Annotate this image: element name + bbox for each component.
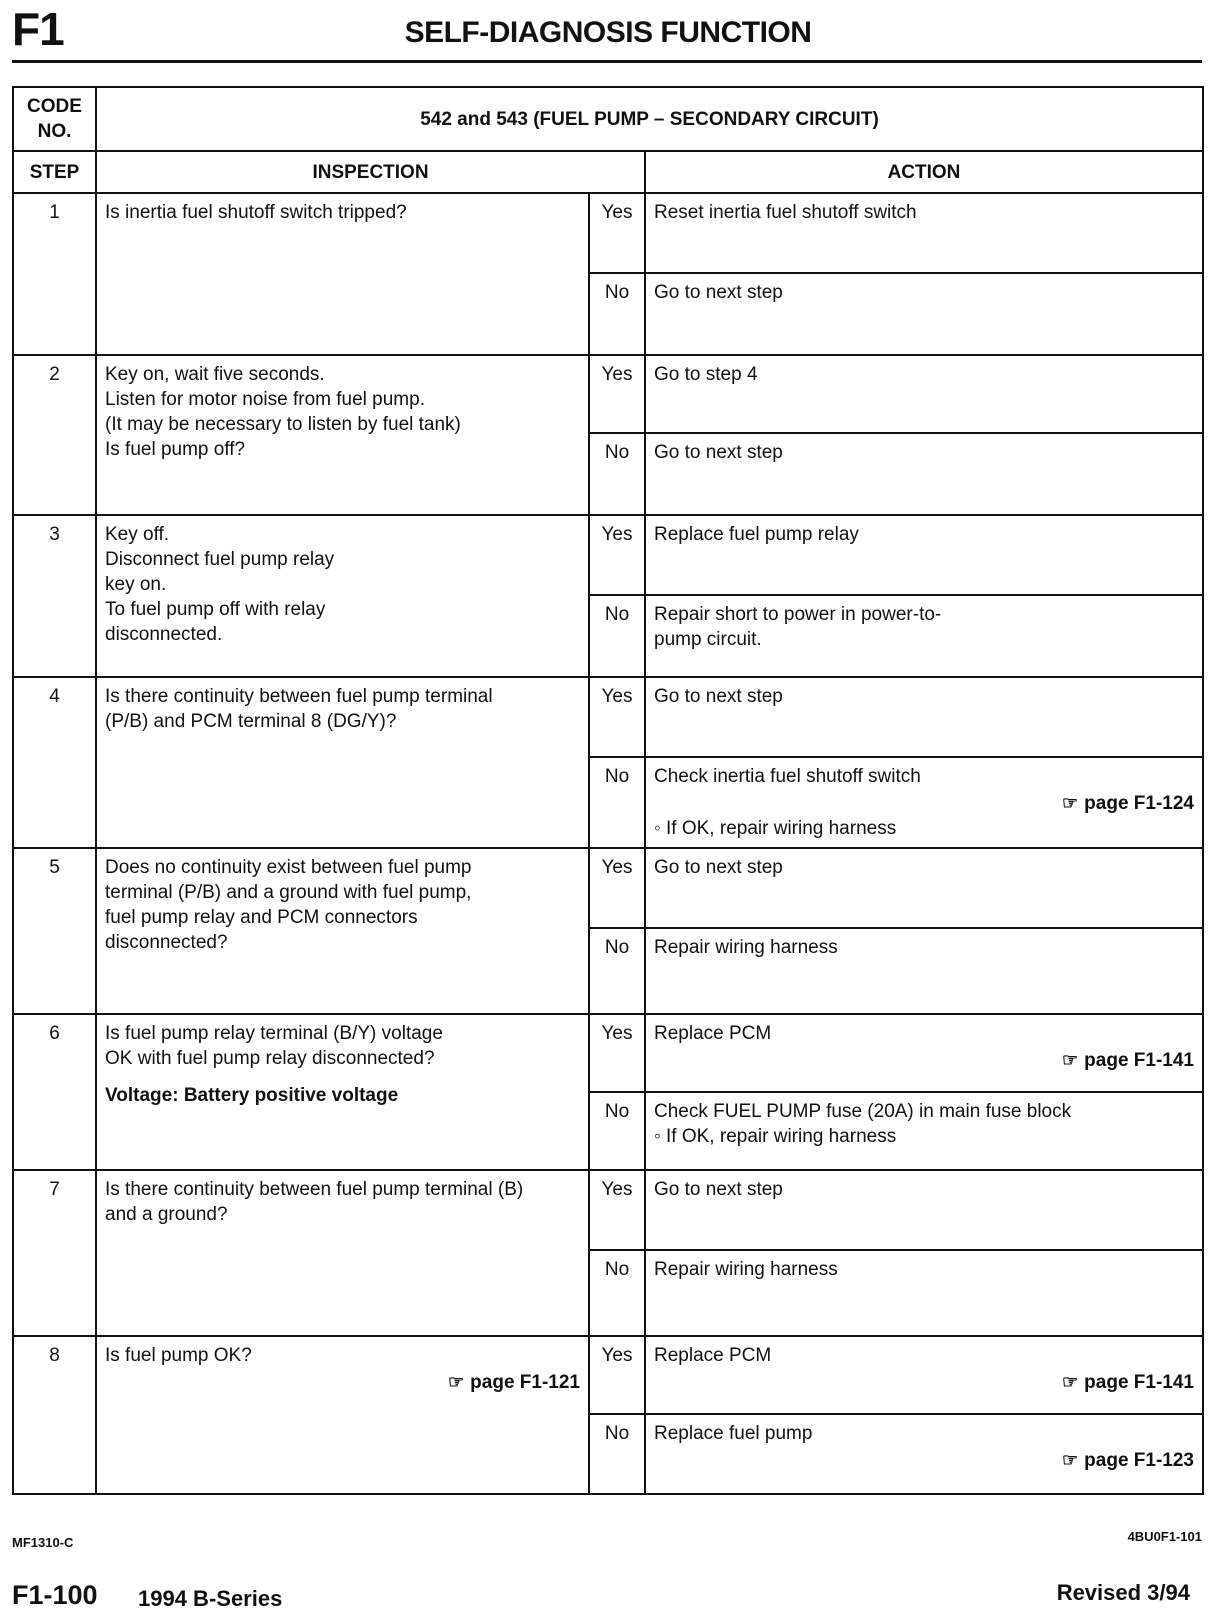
pointing-hand-icon: ☞ — [1062, 793, 1079, 813]
inspection-text: disconnected. — [105, 624, 223, 645]
yes-action-cell — [645, 848, 1203, 928]
column-header-row — [13, 151, 1203, 193]
step-number: 4 — [13, 677, 96, 848]
yes-label: Yes — [589, 848, 645, 928]
action-text: Go to next step — [654, 1179, 783, 1200]
inspection-text: fuel pump relay and PCM connectors — [105, 907, 418, 928]
action-column-header: ACTION — [645, 151, 1203, 193]
step-row — [13, 677, 1203, 757]
no-label: No — [589, 1092, 645, 1170]
inspection-text: (P/B) and PCM terminal 8 (DG/Y)? — [105, 711, 397, 732]
step-number: 6 — [13, 1014, 96, 1170]
action-text: Replace PCM — [654, 1345, 772, 1366]
inspection-cell — [96, 1170, 589, 1336]
page-reference — [654, 1048, 1194, 1073]
no-action-cell — [645, 1092, 1203, 1170]
no-label: No — [589, 757, 645, 848]
inspection-text: Is inertia fuel shutoff switch tripped? — [105, 202, 407, 223]
page-reference — [654, 791, 1194, 816]
inspection-text: Key on, wait five seconds. — [105, 364, 325, 385]
yes-action-cell — [645, 355, 1203, 433]
inspection-text: key on. — [105, 574, 167, 595]
pointing-hand-icon: ☞ — [1062, 1450, 1079, 1470]
page-reference — [105, 1370, 580, 1395]
action-text: Reset inertia fuel shutoff switch — [654, 202, 917, 223]
action-text: pump circuit. — [654, 629, 762, 650]
yes-action-cell — [645, 1170, 1203, 1250]
diagnosis-table-body — [13, 87, 1203, 1494]
inspection-text: disconnected? — [105, 932, 228, 953]
no-label: No — [589, 273, 645, 355]
figure-code: MF1310-C — [12, 1535, 74, 1550]
yes-action-cell — [645, 1014, 1203, 1092]
yes-label: Yes — [589, 515, 645, 595]
code-no-label: CODE NO. — [13, 87, 96, 151]
inspection-text: Does no continuity exist between fuel pump — [105, 857, 472, 878]
step-number: 1 — [13, 193, 96, 355]
model-series: 1994 B-Series — [138, 1586, 283, 1611]
action-text: Replace PCM — [654, 1023, 772, 1044]
yes-action-cell — [645, 1336, 1203, 1414]
action-text: Check FUEL PUMP fuse (20A) in main fuse block — [654, 1101, 1072, 1122]
inspection-spec: Voltage: Battery positive voltage — [105, 1085, 399, 1106]
step-column-header: STEP — [13, 151, 96, 193]
inspection-text: Disconnect fuel pump relay — [105, 549, 335, 570]
step-number: 7 — [13, 1170, 96, 1336]
inspection-cell — [96, 677, 589, 848]
inspection-cell — [96, 848, 589, 1014]
step-row — [13, 1014, 1203, 1092]
yes-label: Yes — [589, 1170, 645, 1250]
action-text: Go to next step — [654, 282, 783, 303]
bullet-text: If OK, repair wiring harness — [666, 1126, 897, 1147]
page-reference — [654, 1370, 1194, 1395]
action-text: Go to next step — [654, 442, 783, 463]
pointing-hand-icon: ☞ — [448, 1372, 465, 1392]
page-reference-text: page F1-141 — [1084, 1050, 1194, 1071]
no-label: No — [589, 595, 645, 677]
yes-label: Yes — [589, 193, 645, 273]
action-text: Replace fuel pump relay — [654, 524, 859, 545]
action-text: Go to next step — [654, 686, 783, 707]
inspection-column-header: INSPECTION — [96, 151, 645, 193]
step-number: 3 — [13, 515, 96, 677]
yes-action-cell — [645, 515, 1203, 595]
page-reference-text: page F1-121 — [470, 1372, 580, 1393]
no-action-cell — [645, 1250, 1203, 1336]
pointing-hand-icon: ☞ — [1062, 1372, 1079, 1392]
no-action-cell — [645, 757, 1203, 848]
step-row — [13, 1170, 1203, 1250]
action-text: Go to step 4 — [654, 364, 758, 385]
code-no-value: 542 and 543 (FUEL PUMP – SECONDARY CIRCUIT) — [96, 87, 1203, 151]
step-row — [13, 1336, 1203, 1414]
step-row — [13, 193, 1203, 273]
bullet-line — [654, 816, 1194, 841]
page-number: F1-100 — [12, 1580, 98, 1610]
step-number: 2 — [13, 355, 96, 515]
yes-action-cell — [645, 193, 1203, 273]
step-number: 8 — [13, 1336, 96, 1494]
page-reference-text: page F1-124 — [1084, 793, 1194, 814]
yes-action-cell — [645, 677, 1203, 757]
document-code: 4BU0F1-101 — [1127, 1529, 1202, 1544]
bullet-text: If OK, repair wiring harness — [666, 818, 897, 839]
no-label: No — [589, 1250, 645, 1336]
no-label: No — [589, 433, 645, 515]
step-row — [13, 515, 1203, 595]
step-row — [13, 848, 1203, 928]
bullet-circle-icon: ◦ — [654, 1126, 667, 1147]
inspection-text: Key off. — [105, 524, 170, 545]
yes-label: Yes — [589, 677, 645, 757]
pointing-hand-icon: ☞ — [1062, 1050, 1079, 1070]
no-label: No — [589, 928, 645, 1014]
inspection-text: To fuel pump off with relay — [105, 599, 326, 620]
action-text: Go to next step — [654, 857, 783, 878]
no-action-cell — [645, 1414, 1203, 1494]
header-rule — [12, 60, 1202, 63]
bullet-line — [654, 1124, 1194, 1149]
yes-label: Yes — [589, 355, 645, 433]
page-reference-text: page F1-141 — [1084, 1372, 1194, 1393]
page-reference-text: page F1-123 — [1084, 1450, 1194, 1471]
code-row — [13, 87, 1203, 151]
yes-label: Yes — [589, 1014, 645, 1092]
inspection-text: terminal (P/B) and a ground with fuel pump, — [105, 882, 472, 903]
inspection-cell — [96, 355, 589, 515]
no-label: No — [589, 1414, 645, 1494]
inspection-text: Is fuel pump OK? — [105, 1345, 252, 1366]
action-text: Repair wiring harness — [654, 937, 838, 958]
inspection-text: and a ground? — [105, 1204, 228, 1225]
action-text: Repair short to power in power-to- — [654, 604, 942, 625]
page-reference — [654, 1448, 1194, 1473]
yes-label: Yes — [589, 1336, 645, 1414]
inspection-text: Is fuel pump relay terminal (B/Y) voltage — [105, 1023, 443, 1044]
inspection-cell — [96, 1336, 589, 1494]
inspection-text: Listen for motor noise from fuel pump. — [105, 389, 425, 410]
inspection-text: Is fuel pump off? — [105, 439, 246, 460]
no-action-cell — [645, 273, 1203, 355]
inspection-cell — [96, 193, 589, 355]
no-action-cell — [645, 595, 1203, 677]
no-action-cell — [645, 433, 1203, 515]
inspection-cell — [96, 1014, 589, 1170]
inspection-cell — [96, 515, 589, 677]
action-text: Check inertia fuel shutoff switch — [654, 766, 921, 787]
action-text: Repair wiring harness — [654, 1259, 838, 1280]
inspection-text: Is there continuity between fuel pump terminal (B) — [105, 1179, 524, 1200]
inspection-text: Is there continuity between fuel pump terminal — [105, 686, 493, 707]
no-action-cell — [645, 928, 1203, 1014]
inspection-text: (It may be necessary to listen by fuel tank) — [105, 414, 461, 435]
page-title: SELF-DIAGNOSIS FUNCTION — [404, 16, 812, 49]
step-row — [13, 355, 1203, 433]
diagnosis-table — [12, 86, 1204, 1495]
section-label: F1 — [12, 3, 64, 55]
inspection-text: OK with fuel pump relay disconnected? — [105, 1048, 435, 1069]
bullet-circle-icon: ◦ — [654, 818, 667, 839]
step-number: 5 — [13, 848, 96, 1014]
action-text: Replace fuel pump — [654, 1423, 813, 1444]
revision-date: Revised 3/94 — [1056, 1580, 1190, 1605]
